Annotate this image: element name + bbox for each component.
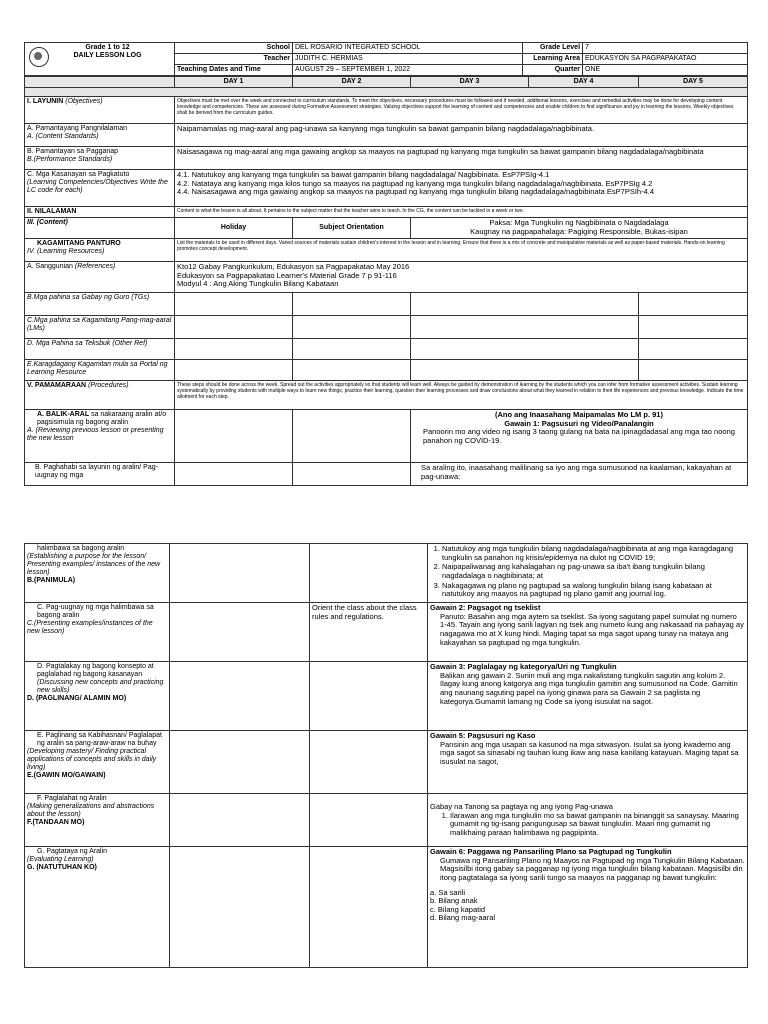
lesson-table-2 (24, 543, 748, 968)
paglinang-label-cell: E. Paglinang sa Kabihasnan/ Paglalapat ng aralin sa pang-araw-araw na buhay (Developing mastery/ Finding practical applications of concepts and skills in daily living) E.(GAWIN MO/GAWAIN) (25, 731, 170, 794)
competencies-value (175, 170, 748, 207)
paksa-text: Paksa: Mga Tungkulin ng Nagbibinata o Nagdadalaga (489, 218, 669, 228)
deped-logo-icon (29, 47, 49, 67)
list-item: b. Bilang anak (430, 896, 478, 906)
list-item: 3. Nakagagawa ng plano ng pagtupad sa walong tungkulin bilang isang kabataan at natutukoy ang maayos na pagtupad ng plano gamit ang journal log. (442, 582, 745, 599)
competency-item: 4.2. Natataya ang kanyang mga kilos tungo sa maayos na pagtupad ng kanyang mga tungkulin bilang nagdadalaga/nagbibinata. EsP7PSIg 4.2 (177, 178, 653, 188)
gawain-5-cell: Gawain 5: Pagsusuri ng Kaso Pansinin ang mga usapan sa kasunod na mga sitwasyon. Isulat sa iyong kwaderno ang mga sagot sa sinasabi ng tauhan kung ikaw ang nasa kanilang katayuan. Maging tapat sa isusulat na sagot, (428, 731, 748, 794)
pagtataya-label-cell: G. Pagtataya ng Aralin (Evaluating Learning) G. (NATUTUHAN KO) (25, 847, 170, 968)
performance-standards-label: B. Pamantayan sa Pagganap B.(Performance Standards) (25, 147, 175, 170)
lesson-table-1 (24, 76, 748, 486)
school-value: DEL ROSARIO INTEGRATED SCHOOL (293, 43, 523, 54)
balik-aral-label-cell: A. BALIK-ARAL sa nakaraang aralin at/o pagsisimula ng bagong aralin A. (Reviewing previous lesson or presenting the new lesson (25, 410, 175, 463)
day-5-header: DAY 5 (639, 77, 748, 88)
layunin-label: I. LAYUNIN (27, 98, 64, 106)
learning-area-value: EDUKASYON SA PAGPAPAKATAO (583, 54, 748, 65)
list-item: 2. Naipapaliwanag ang kahalagahan ng pag-unawa sa iba't ibang tungkulin bilang nagdadalaga o nagbibinata; at (442, 563, 745, 580)
kagamitan-note: List the materials to be used in different days. Varied sources of materials sustain children's interest in the lesson and in learning. Ensure that there is a mix of concrete and manipulative materials as well as paper-based materials. Hands-on learning promotes concept development. (175, 239, 748, 262)
lesson-log-page-2 (24, 543, 747, 968)
orient-text: Orient the class about the class rules and regulations. (310, 603, 428, 662)
sanggunian-label-cell: A. Sanggunian (References) (25, 262, 175, 293)
gabay-cell: Gabay na Tanong sa pagtaya ng ang iyong Pag-unawa 1. Ilarawan ang mga tungkulin mo sa bawat gampanin na binanggit sa sanaysay. Maaring gumamit ng tig-isang pangungusap sa bawat tungkulin. Maari ring gumamit ng malikhaing paraan halimbawa ng pagpipinta. (428, 794, 748, 847)
layunin-label-cell (25, 97, 175, 124)
gawain-3-cell: Gawain 3: Paglalagay ng kategorya/Uri ng Tungkulin Balikan ang gawain 2. Suriin muli ang mga nakalistang tungkulin sagutin ang kolum 2. Ilagay kung anong katgorya ang mga tungkulin gamitin ang sumusunod na Code. Gamitin ang naunang saguting papel na iyong ginawa para sa Gawain 2 sa paglista ng kategorya.Gumamit lamang ng Code sa iyong isusulat na sagot. (428, 662, 748, 731)
objectives-list (430, 545, 745, 599)
subject-orientation-cell: Subject Orientation (293, 218, 411, 239)
gawain-6-list (430, 889, 745, 924)
day-1-header: DAY 1 (175, 77, 293, 88)
teacher-label: Teacher (175, 54, 293, 65)
grade-title: Grade 1 to 12 (85, 44, 130, 51)
list-item: c. Bilang kapatid (430, 904, 486, 914)
log-title: DAILY LESSON LOG (73, 52, 142, 60)
pamamaraan-label-cell: V. PAMAMARAAN (Procedures) (25, 381, 175, 410)
paglalahat-label-cell: F. Paglalahat ng Aralin (Making generalizations and abstractions about the lesson) F.(TANDAAN MO) (25, 794, 170, 847)
pag-uugnay-label-cell: C. Pag-uugnay ng mga halimbawa sa bagong aralin C.(Presenting examples/instances of the new lesson) (25, 603, 170, 662)
balik-aral-content: (Ano ang Inaasahang Maipamalas Mo LM p. 91) Gawain 1: Pagsusuri ng Video/Panalangin Panoorin mo ang video ng isang 3 taong gulang na bata na ipinagdadasal ang mga tao noong panahon ng COVID-19. (411, 410, 748, 463)
quarter-value: ONE (583, 65, 748, 76)
kagamitan-label-cell: KAGAMITANG PANTURO IV. (Learning Resources) (25, 239, 175, 262)
paghahabi-content: Sa araling ito, inaasahang malilinang sa iyo ang mga sumusunod na kaalaman, kakayahan at pag-unawa: (411, 463, 748, 486)
layunin-note: Objectives must be met over the week and connected to curriculum standards. To meet the objectives, necessary procedures must be followed and if needed, additional lessons, exercises and remedial activities may be done for developing content knowledge and competencies. These are assessed during Formative Assessment strategies. Valuing objectives support the learning of content and competencies and enable children to find significance and joy in learning the lessons. Weekly objectives shall be derived from the curriculum guides. (175, 97, 748, 124)
grade-level-value: 7 (583, 43, 748, 54)
nilalaman-note: Content is what the lesson is all about. It pertains to the subject matter that the teacher aims to teach. In the CG, the content can be tackled in a week or two. (175, 207, 748, 218)
halimbawa-label-cell: halimbawa sa bagong aralin (Establishing a purpose for the lesson/ Presenting examples/ instances of the new lesson) B.(PANIMULA) (25, 544, 170, 603)
dates-label: Teaching Dates and Time (175, 65, 293, 76)
holiday-cell: Holiday (175, 218, 293, 239)
teacher-value: JUDITH C. HERMIAS (293, 54, 523, 65)
pagtalakay-label-cell: D. Pagtalakay ng bagong konsepto at paglalahad ng bagong kasanayan (Discussing new concepts and practicing new skills) D. (PAGLINANG/ ALAMIN MO) (25, 662, 170, 731)
objectives-list-cell (428, 544, 748, 603)
grade-level-label: Grade Level (523, 43, 583, 54)
day-2-header: DAY 2 (293, 77, 411, 88)
lr-portal-label: E.Karagdagang Kagamitan mula sa Portal ng Learning Resource (25, 360, 175, 381)
day-4-header: DAY 4 (529, 77, 639, 88)
layunin-italic: (Objectives) (65, 98, 103, 106)
header-table (24, 42, 748, 76)
content-standards-label: A. Pamantayang Pangnilalaman A. (Content Standards) (25, 124, 175, 147)
competency-item: 4.4. Naisasagawa ang mga gawaing angkop sa maayos na pagtupad ng kanyang mga tungkulin bilang nagdadalaga/nagbibinata EsP7PSIh-4.4 (177, 187, 655, 197)
gawain-2-cell: Gawain 2: Pagsagot ng tseklist Panuto: Basahin ang mga aytem sa tseklist. Sa iyong sagutang papel sumulat ng numero 1-45. Tayain ang iyong sarili lagyan ng tsek ang numeto kung ang nakasaad na pahayag ay nagagawa mo at X kung hindi. Maging tapat sa mga sagot upang tunay na mataya ang kakayahan sa pagtupad ng mga tungkulin. (428, 603, 748, 662)
performance-standards-value: Naisasagawa ng mag-aaral ang mga gawaing angkop sa maayos na pagtupad ng kanyang mga tungkulin sa bawat gampanin bilang nagdadalaga/nagbibinata (175, 147, 748, 170)
lesson-log-page-1 (24, 42, 747, 486)
paghahabi-label: B. Paghahabi sa layunin ng aralin/ Pag-uugnay ng mga (25, 463, 175, 486)
content-label: III. (Content) (25, 218, 175, 239)
learning-area-label: Learning Area (523, 54, 583, 65)
kaugnay-text: Kaugnay na pagpapahalaga: Pagiging Responsible, Bukas-isipan (470, 226, 688, 236)
teksbuk-label: D. Mga Pahina sa Teksbuk (Other Ref) (25, 339, 175, 360)
sanggunian-value: Kto12 Gabay Pangkurikulum, Edukasyon sa Pagpapakatao May 2016 Edukasyon sa Pagpapakatao Learner's Material Grade 7 p 91-116 Modyul 4 : Ang Aking Tungkulin Bilang Kabataan (175, 262, 748, 293)
gawain-6-cell: Gawain 6: Paggawa ng Pansariling Plano sa Pagtupad ng Tungkulin Gumawa ng Pansariling Plano ng Maayos na Pagtupad ng mga Tungkulin Bilang Kabataan. Magsisilbi itong gabay sa pagganap ng iyong mga tungkulin bilang kabataan. Magsisilbi din itong pagtatalaga sa iyong sarili tungo sa maayos na pagganap ng bawat tungkulin: a. Sa sarili b. Bilang anak c. Bilang kapatid d. Bilang mag-aaral (428, 847, 748, 968)
nilalaman-label: II. NILALAMAN (25, 207, 175, 218)
competency-item: 4.1. Natutukoy ang kanyang mga tungkulin sa bawat gampanin bilang nagdadalaga/ Nagbibinata. EsP7PSIg-4.1 (177, 170, 550, 180)
day-3-header: DAY 3 (411, 77, 529, 88)
pamamaraan-note: These steps should be done across the week. Spread out the activities appropriately so that students will learn well. Always be guided by demonstration of learning by the students which you can infer from formative assessment activities. Sustain learning systematically by providing students with multiple ways to learn new things, practice their learning, question their learning processes and draw conclusions about what they learned in relation to their life experiences and previous knowledge. Indicate the time allotment for each step. (175, 381, 748, 410)
dates-value: AUGUST 29 – SEPTEMBER 1, 2022 (293, 65, 523, 76)
paksa-cell (411, 218, 748, 239)
tg-label: B.Mga pahina sa Gabay ng Guro (TGs) (25, 293, 175, 316)
school-label: School (175, 43, 293, 54)
content-standards-value: Naipamamalas ng mag-aaral ang pag-unawa sa kanyang mga tungkulin sa bawat gampanin bilang nagdadalaga/nagbibinata. (175, 124, 748, 147)
lm-label: C.Mga pahina sa Kagamitang Pang-mag-aaral (LMs) (25, 316, 175, 339)
competencies-label: C. Mga Kasanayan sa Pagkatuto (Learning Competencies/Objectives Write the LC code for each) (25, 170, 175, 207)
quarter-label: Quarter (523, 65, 583, 76)
deped-header-cell (25, 43, 175, 76)
list-item: 1. Ilarawan ang mga tungkulin mo sa bawat gampanin na binanggit sa sanaysay. Maaring gumamit ng tig-isang pangungusap sa bawat tungkulin. Maari ring gumamit ng malikhaing paraan halimbawa ng pagpipinta. (450, 812, 745, 838)
list-item: a. Sa sarili (430, 887, 466, 897)
list-item: d. Bilang mag-aaral (430, 913, 496, 923)
list-item: 1. Natutukoy ang mga tungkulin bilang nagdadalaga/nagbibinata at ang mga karagdagang tungkulin sa panahon ng krisis/epidemya na dulot ng COVID 19; (442, 545, 745, 562)
